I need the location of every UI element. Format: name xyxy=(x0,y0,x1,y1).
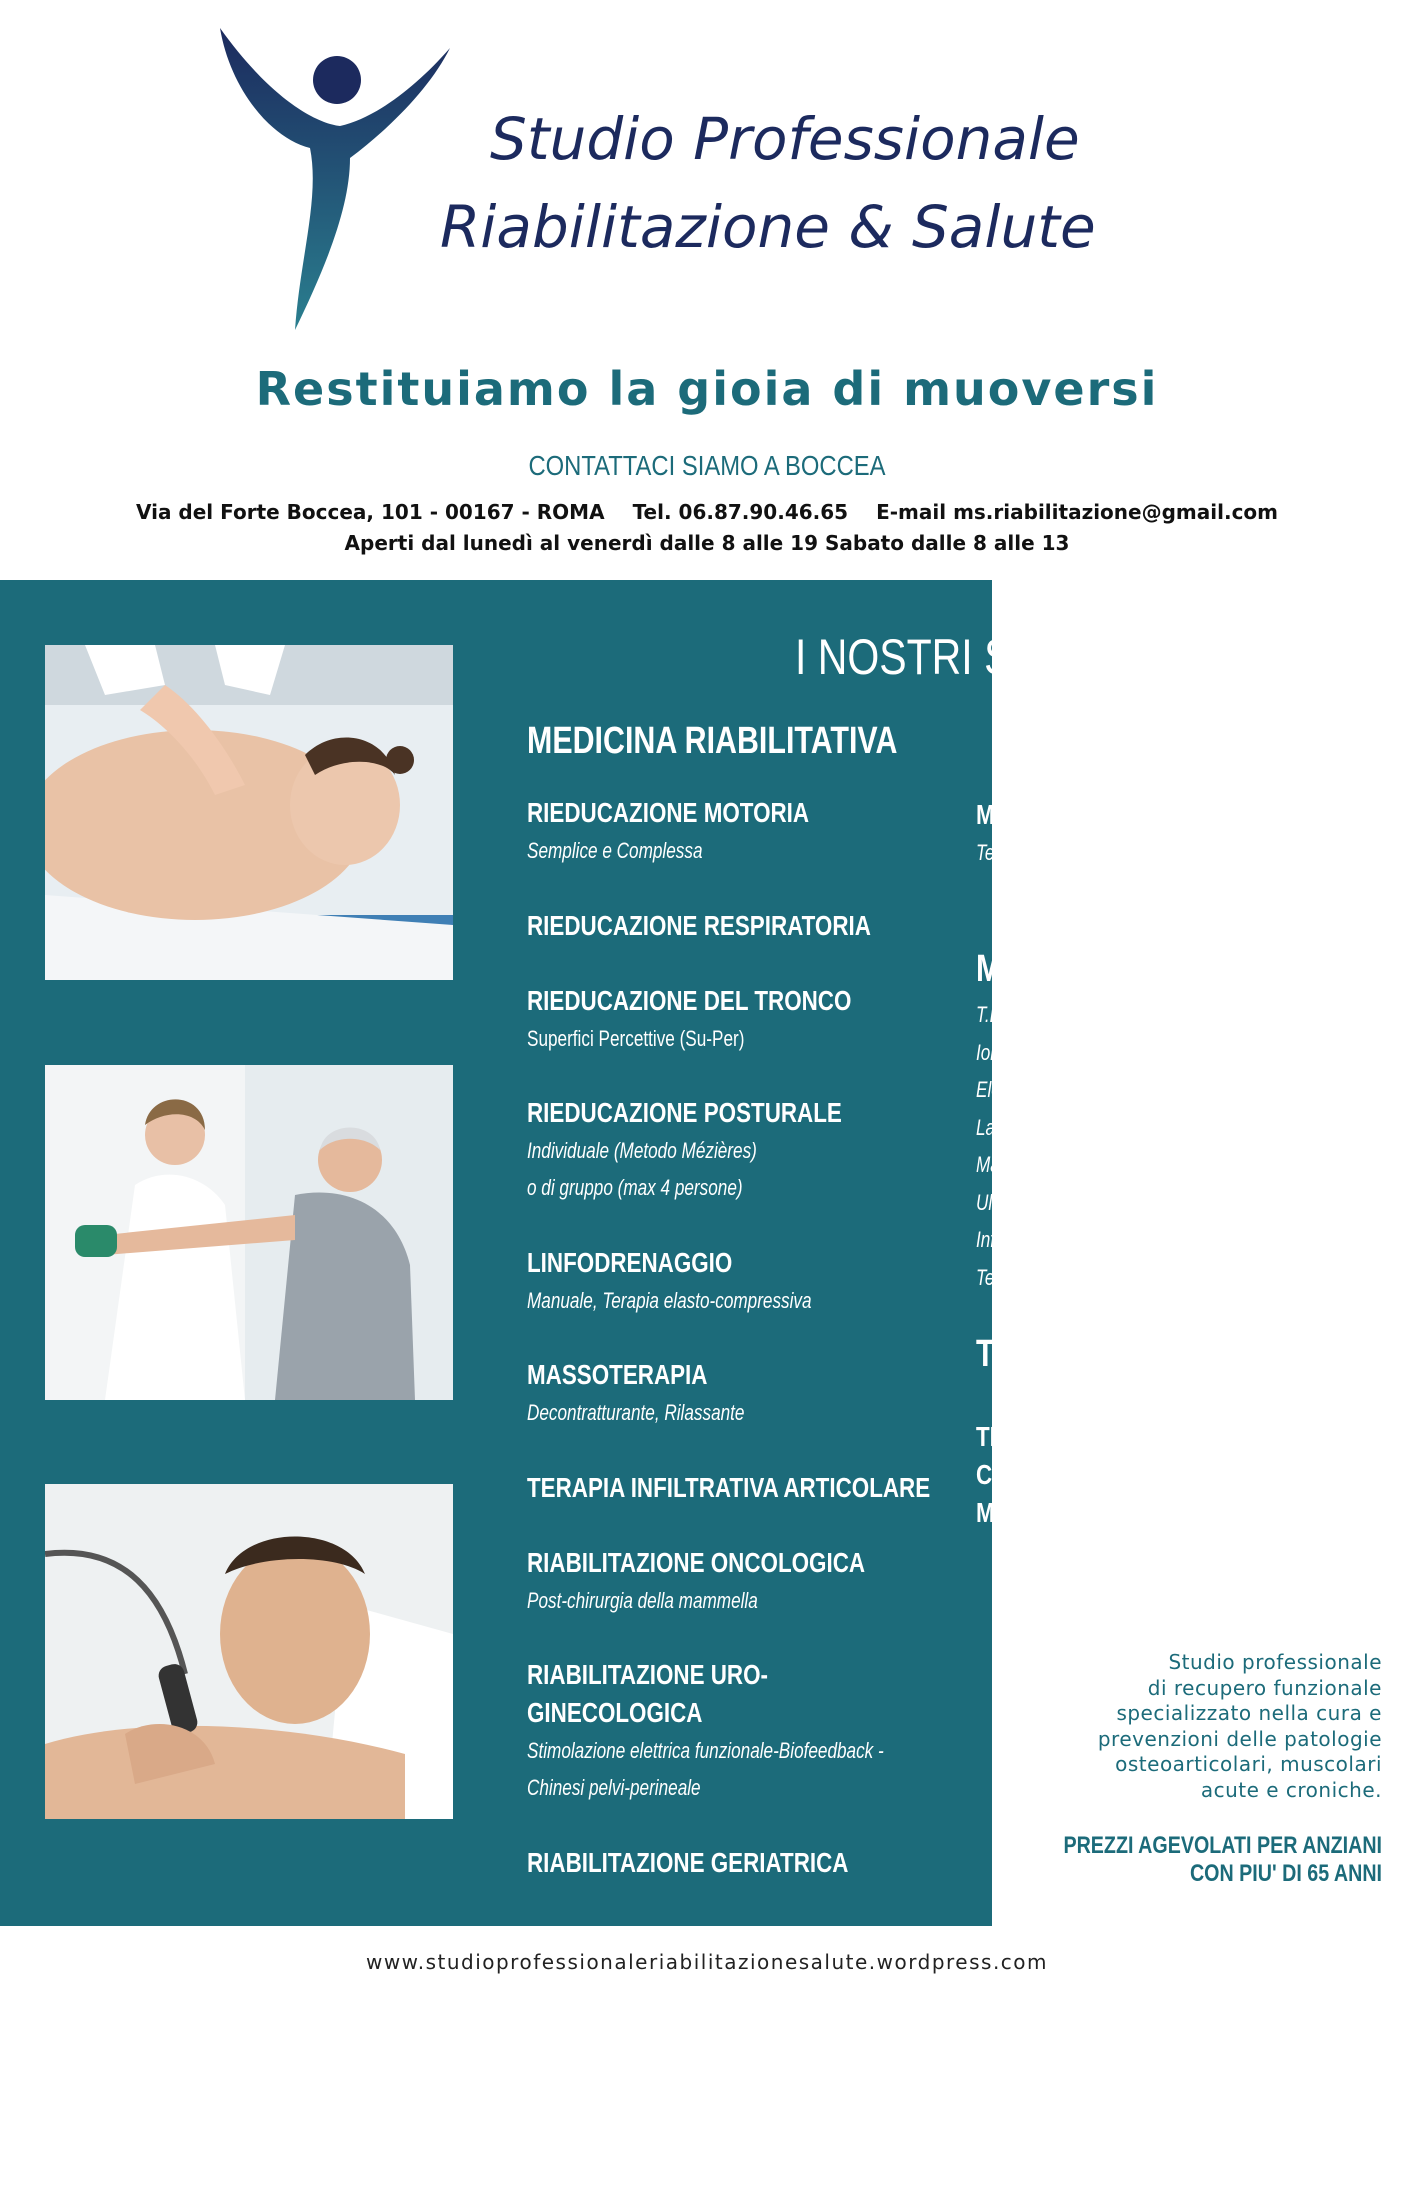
terapia-domiciliare-desc xyxy=(976,1418,1379,1532)
studio-name xyxy=(440,95,1096,271)
service-name: CERVICALGIA, LOMBALGIA E xyxy=(976,1459,1299,1490)
service-name: TERAPIE MIRATE DELLA xyxy=(976,1421,1245,1452)
email: E-mail ms.riabilitazione@gmail.com xyxy=(876,500,1278,524)
service-desc: Stimolazione elettrica funzionale-Biofeedback - xyxy=(527,1738,884,1763)
description-line: acute e croniche. xyxy=(1200,1777,1382,1802)
services-title: I NOSTRI SERVIZII xyxy=(795,629,1155,685)
service-item xyxy=(527,1356,806,1431)
studio-name-line2: Riabilitazione & Salute xyxy=(440,193,1096,261)
service-desc: Terapia del dolore xyxy=(976,840,1113,865)
service-desc: Post-chirurgia della mammella xyxy=(527,1588,758,1613)
description-line: Studio professionale xyxy=(1168,1650,1382,1674)
service-desc: Manuale, Terapia elasto-compressiva xyxy=(527,1288,812,1313)
service-desc: Semplice e Complessa xyxy=(527,838,703,863)
service-item xyxy=(527,907,957,945)
list-item: Elettrostimolazioni xyxy=(976,1077,1116,1102)
service-item xyxy=(527,1544,950,1619)
service-name: RIEDUCAZIONE POSTURALE xyxy=(527,1097,842,1128)
service-name: RIABILITAZIONE URO- xyxy=(527,1659,768,1690)
service-name: RIEDUCAZIONE RESPIRATORIA xyxy=(527,910,871,941)
service-name: GINECOLOGICA xyxy=(527,1697,703,1728)
address: Via del Forte Boccea, 101 - 00167 - ROMA xyxy=(135,500,605,524)
senior-discount xyxy=(982,1832,1382,1888)
service-item xyxy=(527,1469,1031,1507)
list-item: Infrarossi xyxy=(976,1227,1047,1252)
list-item: Laser xyxy=(976,1114,1019,1140)
studio-name-line1: Studio Professionale xyxy=(490,105,1080,173)
service-name: RIEDUCAZIONE MOTORIA xyxy=(527,797,810,828)
service-desc: Individuale (Metodo Mézières) xyxy=(527,1138,757,1163)
terapia-domiciliare-heading: TERAPIA DOMICILIARE xyxy=(976,1333,1318,1375)
service-name: LINFODRENAGGIO xyxy=(527,1247,733,1278)
service-name: MALATTIE ARTROSICHE xyxy=(976,1497,1242,1528)
ultrasound-therapy-photo xyxy=(45,1484,453,1819)
service-item xyxy=(527,982,933,1057)
description-line: prevenzioni delle patologie xyxy=(1097,1726,1382,1751)
description-line: specializzato nella cura e xyxy=(1116,1701,1382,1725)
description-line: di recupero funzionale xyxy=(1147,1675,1382,1700)
service-name: MASSOTERAPIA xyxy=(527,1359,708,1390)
opening-hours: Aperti dal lunedì al venerdì dalle 8 alle 19 Sabato dalle 8 alle 13 xyxy=(344,531,1070,555)
contact-details xyxy=(0,500,1414,524)
medicina-fisica-heading: MEDICINA FISICA xyxy=(976,948,1234,990)
contact-heading: CONTATTACI SIAMO A BOCCEA xyxy=(528,450,886,481)
service-name: RIABILITAZIONE ONCOLOGICA xyxy=(527,1547,866,1578)
service-desc: o di gruppo (max 4 persone) xyxy=(527,1175,743,1200)
service-name: MESOTERAPIA xyxy=(976,799,1141,830)
medicina-riabilitativa-heading: MEDICINA RIABILITATIVA xyxy=(527,720,898,762)
service-item xyxy=(527,1656,984,1806)
service-item xyxy=(527,1244,892,1319)
medicina-riabilitativa-column xyxy=(527,720,967,1878)
studio-description xyxy=(982,1650,1382,1803)
shoulder-massage-photo xyxy=(45,645,453,980)
service-name: TERAPIA INFILTRATIVA ARTICOLARE xyxy=(527,1472,931,1503)
service-item xyxy=(527,794,880,869)
list-item: Ionoforesi xyxy=(976,1039,1052,1065)
website-link[interactable]: www.studioprofessionaleriabilitazionesalute.wordpress.com xyxy=(365,1950,1049,1974)
tagline: Restituiamo la gioia di muoversi xyxy=(255,362,1159,416)
medicina-fisica-section xyxy=(976,948,1298,992)
promo-line: PREZZI AGEVOLATI PER ANZIANI xyxy=(1063,1832,1382,1859)
list-item: Tecar xyxy=(976,1264,1019,1290)
terapia-domiciliare-section xyxy=(976,1333,1403,1377)
mesoterapia-item xyxy=(976,796,1181,871)
service-name: RIABILITAZIONE GERIATRICA xyxy=(527,1847,849,1878)
service-desc: Decontratturante, Rilassante xyxy=(527,1400,745,1425)
description-line: osteoarticolari, muscolari xyxy=(1115,1752,1382,1776)
list-item: T.E.N.S xyxy=(976,1002,1035,1027)
list-item: Ultrasuoni xyxy=(976,1189,1054,1215)
promo-line: CON PIU' DI 65 ANNI xyxy=(1189,1860,1382,1887)
service-desc: Chinesi pelvi-perineale xyxy=(527,1775,701,1800)
service-name: RIEDUCAZIONE DEL TRONCO xyxy=(527,985,852,1016)
phone: Tel. 06.87.90.46.65 xyxy=(632,500,849,524)
service-item xyxy=(527,1094,921,1206)
service-desc: Superfici Percettive (Su-Per) xyxy=(527,1026,745,1051)
list-item: Magneto xyxy=(976,1152,1043,1177)
studio-logo-icon xyxy=(200,18,460,338)
service-item xyxy=(527,1844,929,1882)
dumbbell-exercise-photo xyxy=(45,1065,453,1400)
medicina-fisica-list xyxy=(976,996,1155,1296)
